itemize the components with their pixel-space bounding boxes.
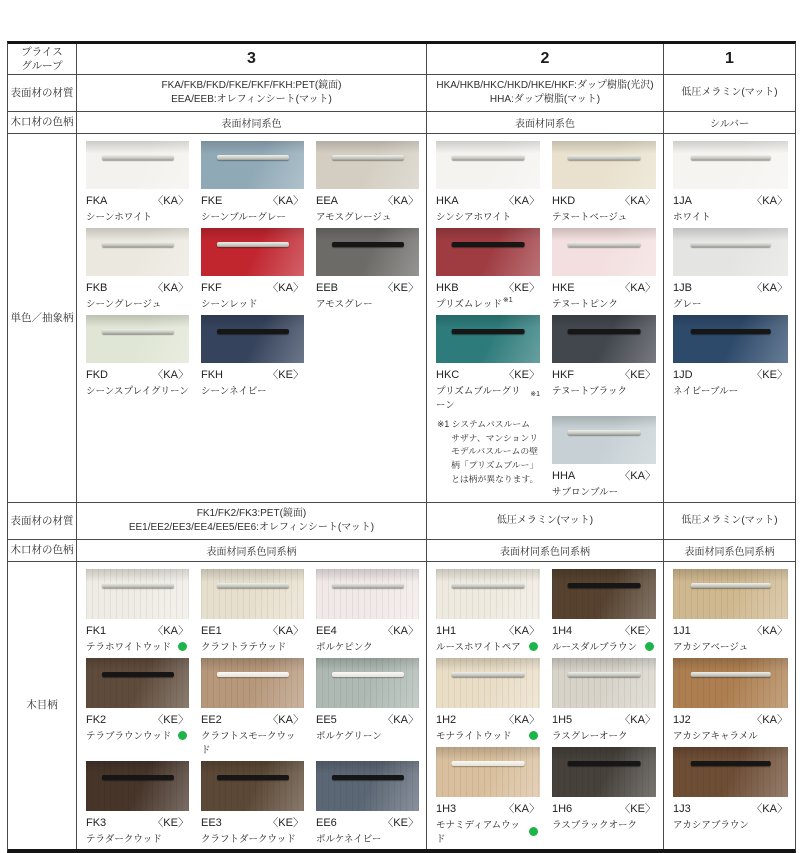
swatch-grid-wood-group1 (664, 562, 795, 835)
door-sample-image (316, 569, 419, 619)
color-swatch (545, 226, 661, 310)
edge-code: 〈KE〉 (503, 369, 540, 381)
door-handle-icon (452, 583, 525, 588)
surface-material-row-1 (8, 75, 795, 112)
edge-color-g3: 表面材同系色 (76, 112, 426, 133)
color-swatch (666, 745, 793, 831)
door-sample-image (201, 228, 304, 276)
color-code: FKE (201, 195, 223, 207)
door-sample-image (201, 658, 304, 708)
door-handle-icon (452, 155, 525, 160)
door-sample-image (552, 569, 656, 619)
color-swatch (79, 656, 194, 756)
door-handle-icon (690, 329, 771, 334)
door-handle-icon (568, 672, 641, 677)
surface-material2-g1: 低圧メラミン(マット) (663, 503, 795, 539)
footnote-ref: ※1 (502, 297, 513, 304)
color-swatch (666, 567, 793, 653)
edge-color-g1: シルバー (663, 112, 795, 133)
door-handle-icon (452, 672, 525, 677)
door-sample-image (552, 141, 656, 189)
door-sample-image (552, 747, 656, 797)
door-handle-icon (331, 242, 403, 247)
swatch-grid-solid-group2 (427, 134, 663, 502)
door-sample-image (86, 761, 189, 811)
color-name: ラスブラックオーク (552, 820, 638, 831)
door-handle-icon (101, 155, 173, 160)
door-sample-image (201, 761, 304, 811)
door-handle-icon (452, 329, 525, 334)
price-group-3: 3 (76, 44, 426, 74)
edge-code: 〈KA〉 (152, 369, 189, 381)
edge-color-label-2: 木口材の色柄 (10, 544, 74, 557)
door-sample-image (86, 569, 189, 619)
color-code: 1JB (673, 282, 692, 294)
color-name: シーンスプレイグリーン (86, 386, 189, 397)
color-name: シンシアホワイト (436, 212, 512, 223)
edge-color-g2: 表面材同系色 (426, 112, 663, 133)
color-name: プリズムブルーグリーン (436, 386, 521, 411)
color-name: ポルケピンク (316, 642, 373, 653)
color-name: シーンレッド (201, 299, 258, 310)
color-name: サブロンブルー (552, 487, 619, 498)
edge-code: 〈KE〉 (152, 714, 189, 726)
color-swatch (429, 226, 545, 310)
price-group-label: プライス グループ (21, 45, 63, 72)
eco-green-dot-icon (529, 827, 538, 836)
color-swatch (79, 759, 194, 845)
color-code: EEA (316, 195, 339, 207)
edge-code: 〈KE〉 (619, 803, 656, 815)
color-code: EE2 (201, 714, 222, 726)
edge-code: 〈KE〉 (382, 817, 419, 829)
door-handle-icon (216, 242, 288, 247)
surface-material-label: 表面材の材質 (10, 86, 74, 99)
color-name: クラフトラテウッド (201, 642, 287, 653)
color-code: 1H5 (552, 714, 573, 726)
door-sample-image (673, 569, 788, 619)
edge-code: 〈KA〉 (751, 625, 788, 637)
door-handle-icon (101, 583, 173, 588)
color-name: ネイビーブルー (673, 386, 739, 397)
edge-code: 〈KA〉 (751, 195, 788, 207)
price-group-2: 2 (426, 44, 663, 74)
surface-material-g3: FKA/FKB/FKD/FKE/FKF/FKH:PET(鏡面) EEA/EEB:オレフィンシート(マット) (76, 75, 426, 111)
color-name: ルースホワイトペア (436, 642, 521, 653)
edge-code: 〈KA〉 (751, 803, 788, 815)
door-handle-icon (690, 672, 771, 677)
color-swatch (79, 567, 194, 653)
color-name: アカシアブラウン (673, 820, 749, 831)
swatch-grid-solid-group1 (664, 134, 795, 401)
door-handle-icon (216, 775, 288, 780)
door-handle-icon (568, 329, 641, 334)
color-code: HKC (436, 369, 460, 381)
color-name: ラスグレーオーク (552, 731, 628, 742)
color-swatch (309, 139, 424, 223)
edge-color-row-1 (8, 112, 795, 134)
color-name: テラブラウンウッド (86, 731, 172, 742)
door-sample-image (552, 416, 656, 464)
edge-code: 〈KA〉 (152, 625, 189, 637)
color-code: 1H2 (436, 714, 457, 726)
edge-code: 〈KA〉 (503, 714, 540, 726)
edge-color2-g3: 表面材同系色同系柄 (76, 540, 426, 561)
color-code: FKD (86, 369, 108, 381)
door-sample-image (673, 658, 788, 708)
edge-code: 〈KA〉 (751, 714, 788, 726)
door-handle-icon (568, 155, 641, 160)
door-handle-icon (331, 583, 403, 588)
edge-code: 〈KA〉 (267, 282, 304, 294)
color-swatch (429, 313, 545, 411)
color-swatch (79, 139, 194, 223)
surface-material-g2: HKA/HKB/HKC/HKD/HKE/HKF:ダップ樹脂(光沢) HHA:ダップ樹脂(マット) (426, 75, 663, 111)
color-name: クラフトダークウッド (201, 834, 296, 845)
edge-code: 〈KE〉 (751, 369, 788, 381)
door-handle-icon (690, 761, 771, 766)
door-handle-icon (101, 242, 173, 247)
footnote-text: ※1 システムバスルーム サザナ、マンションリモデルバスルームの壁柄「プリズムブルー」とは柄が異なります。 (437, 419, 539, 484)
color-name: ポルケネイビー (316, 834, 382, 845)
color-name: アカシアベージュ (673, 642, 749, 653)
color-name: テヌートブラック (552, 386, 628, 397)
door-sample-image (436, 315, 540, 363)
door-sample-image (201, 141, 304, 189)
edge-code: 〈KE〉 (267, 369, 304, 381)
edge-code: 〈KA〉 (267, 195, 304, 207)
color-code: FKF (201, 282, 222, 294)
color-swatch (666, 656, 793, 742)
color-code: EE6 (316, 817, 337, 829)
door-sample-image (86, 228, 189, 276)
door-handle-icon (101, 329, 173, 334)
color-name: テラダークウッド (86, 834, 162, 845)
swatch-grid-wood-group3 (77, 562, 426, 849)
color-swatch (429, 745, 545, 845)
door-sample-image (552, 228, 656, 276)
eco-green-dot-icon (529, 731, 538, 740)
edge-code: 〈KA〉 (503, 803, 540, 815)
edge-code: 〈KA〉 (382, 195, 419, 207)
color-code: HKA (436, 195, 459, 207)
color-code: 1JA (673, 195, 692, 207)
color-name: プリズムレッド (436, 299, 502, 310)
color-swatch (194, 759, 309, 845)
edge-code: 〈KA〉 (619, 714, 656, 726)
solid-color-section (8, 134, 795, 503)
door-sample-image (673, 747, 788, 797)
color-code: EE5 (316, 714, 337, 726)
door-handle-icon (216, 329, 288, 334)
door-sample-image (86, 658, 189, 708)
eco-green-dot-icon (178, 642, 187, 651)
door-handle-icon (452, 242, 525, 247)
door-handle-icon (101, 672, 173, 677)
door-sample-image (316, 141, 419, 189)
color-code: FKH (201, 369, 223, 381)
door-sample-image (86, 315, 189, 363)
edge-code: 〈KA〉 (382, 714, 419, 726)
surface-material-g1: 低圧メラミン(マット) (663, 75, 795, 111)
edge-color2-g2: 表面材同系色同系柄 (426, 540, 663, 561)
color-code: FKB (86, 282, 108, 294)
edge-code: 〈KA〉 (503, 195, 540, 207)
edge-code: 〈KA〉 (619, 470, 656, 482)
surface-material2-g3: FK1/FK2/FK3:PET(鏡面) EE1/EE2/EE3/EE4/EE5/EE6:オレフィンシート(マット) (76, 503, 426, 539)
color-swatch (545, 745, 661, 845)
color-swatch (545, 313, 661, 411)
door-handle-icon (216, 672, 288, 677)
color-swatch (429, 139, 545, 223)
door-handle-icon (331, 775, 403, 780)
price-group-row (8, 44, 795, 75)
edge-code: 〈KA〉 (267, 714, 304, 726)
color-swatch (545, 139, 661, 223)
surface-material2-g2: 低圧メラミン(マット) (426, 503, 663, 539)
color-variation-table (7, 41, 796, 853)
swatch-grid-wood-group2 (427, 562, 663, 849)
door-sample-image (86, 141, 189, 189)
color-swatch (545, 656, 661, 742)
color-code: 1J3 (673, 803, 691, 815)
color-code: FK2 (86, 714, 107, 726)
color-name: グレー (673, 299, 702, 310)
eco-green-dot-icon (178, 731, 187, 740)
color-code: EE3 (201, 817, 222, 829)
door-handle-icon (216, 583, 288, 588)
color-swatch (666, 226, 793, 310)
color-swatch (545, 567, 661, 653)
color-code: FKA (86, 195, 108, 207)
edge-code: 〈KA〉 (267, 625, 304, 637)
color-code: HKE (552, 282, 575, 294)
color-name: シーンブルーグレー (201, 212, 286, 223)
color-code: 1J2 (673, 714, 691, 726)
color-name: テラホワイトウッド (86, 642, 172, 653)
door-sample-image (673, 315, 788, 363)
color-name: シーンネイビー (201, 386, 267, 397)
door-handle-icon (568, 242, 641, 247)
color-swatch (194, 656, 309, 756)
footnote-ref: ※1 (530, 391, 540, 398)
color-code: FK3 (86, 817, 107, 829)
edge-code: 〈KE〉 (267, 817, 304, 829)
color-name: モナミディアムウッド (436, 820, 520, 845)
color-swatch (194, 226, 309, 310)
color-code: EEB (316, 282, 339, 294)
color-code: 1H4 (552, 625, 573, 637)
color-code: EE4 (316, 625, 337, 637)
color-code: HKF (552, 369, 574, 381)
color-swatch (666, 139, 793, 223)
color-name: ホワイト (673, 212, 711, 223)
section-label-solid: 単色／抽象柄 (10, 311, 74, 324)
color-swatch (309, 656, 424, 756)
color-name: アカシアキャラメル (673, 731, 758, 742)
door-sample-image (201, 315, 304, 363)
door-sample-image (436, 747, 540, 797)
door-sample-image (552, 315, 656, 363)
footnote (429, 414, 545, 498)
edge-code: 〈KA〉 (503, 625, 540, 637)
door-sample-image (316, 658, 419, 708)
color-swatch (79, 226, 194, 310)
color-code: HKB (436, 282, 459, 294)
door-sample-image (673, 228, 788, 276)
color-code: HKD (552, 195, 576, 207)
edge-code: 〈KA〉 (751, 282, 788, 294)
door-handle-icon (568, 583, 641, 588)
color-swatch (429, 656, 545, 742)
door-handle-icon (568, 430, 641, 435)
section-label-wood: 木目柄 (26, 699, 58, 712)
color-code: 1J1 (673, 625, 691, 637)
door-handle-icon (690, 242, 771, 247)
door-sample-image (436, 658, 540, 708)
door-handle-icon (216, 155, 288, 160)
door-handle-icon (452, 761, 525, 766)
edge-code: 〈KE〉 (152, 817, 189, 829)
edge-color-row-2 (8, 540, 795, 562)
color-name: クラフトスモークウッド (201, 731, 296, 756)
color-name: アモスグレー (316, 299, 373, 310)
door-handle-icon (690, 155, 771, 160)
color-swatch (194, 313, 309, 397)
color-swatch (429, 567, 545, 653)
door-handle-icon (568, 761, 641, 766)
wood-grain-section (8, 562, 795, 849)
edge-code: 〈KA〉 (152, 195, 189, 207)
eco-green-dot-icon (645, 642, 654, 651)
color-name: シーンホワイト (86, 212, 153, 223)
color-swatch (309, 226, 424, 310)
color-name: ルースダルブラウン (552, 642, 638, 653)
edge-code: 〈KA〉 (619, 195, 656, 207)
door-sample-image (436, 228, 540, 276)
door-sample-image (673, 141, 788, 189)
color-swatch (79, 313, 194, 397)
edge-code: 〈KE〉 (503, 282, 540, 294)
color-swatch (309, 759, 424, 845)
eco-green-dot-icon (529, 642, 538, 651)
edge-code: 〈KA〉 (382, 625, 419, 637)
swatch-grid-solid-group3 (77, 134, 426, 401)
edge-color-label: 木口材の色柄 (10, 116, 74, 129)
color-swatch (194, 567, 309, 653)
color-name: テヌートベージュ (552, 212, 628, 223)
edge-code: 〈KE〉 (619, 625, 656, 637)
edge-code: 〈KA〉 (152, 282, 189, 294)
door-handle-icon (101, 775, 173, 780)
door-handle-icon (690, 583, 771, 588)
color-code: 1JD (673, 369, 693, 381)
color-swatch (545, 414, 661, 498)
price-group-1: 1 (663, 44, 795, 74)
color-name: テヌートピンク (552, 299, 618, 310)
door-sample-image (436, 569, 540, 619)
edge-code: 〈KE〉 (382, 282, 419, 294)
edge-code: 〈KA〉 (619, 282, 656, 294)
color-code: 1H3 (436, 803, 457, 815)
color-name: モナライトウッド (436, 731, 512, 742)
color-code: HHA (552, 470, 576, 482)
color-swatch (309, 567, 424, 653)
color-code: EE1 (201, 625, 222, 637)
color-code: 1H1 (436, 625, 457, 637)
door-sample-image (316, 761, 419, 811)
color-code: FK1 (86, 625, 107, 637)
door-sample-image (316, 228, 419, 276)
door-handle-icon (331, 672, 403, 677)
surface-material-row-2 (8, 503, 795, 540)
color-swatch (194, 139, 309, 223)
color-code: 1H6 (552, 803, 573, 815)
edge-code: 〈KE〉 (619, 369, 656, 381)
door-sample-image (552, 658, 656, 708)
color-swatch (666, 313, 793, 397)
color-name: アモスグレージュ (316, 212, 392, 223)
color-name: ポルケグリーン (316, 731, 382, 742)
door-sample-image (436, 141, 540, 189)
edge-color2-g1: 表面材同系色同系柄 (663, 540, 795, 561)
door-handle-icon (331, 155, 403, 160)
door-sample-image (201, 569, 304, 619)
surface-material-label-2: 表面材の材質 (10, 514, 74, 527)
color-name: シーングレージュ (86, 299, 162, 310)
